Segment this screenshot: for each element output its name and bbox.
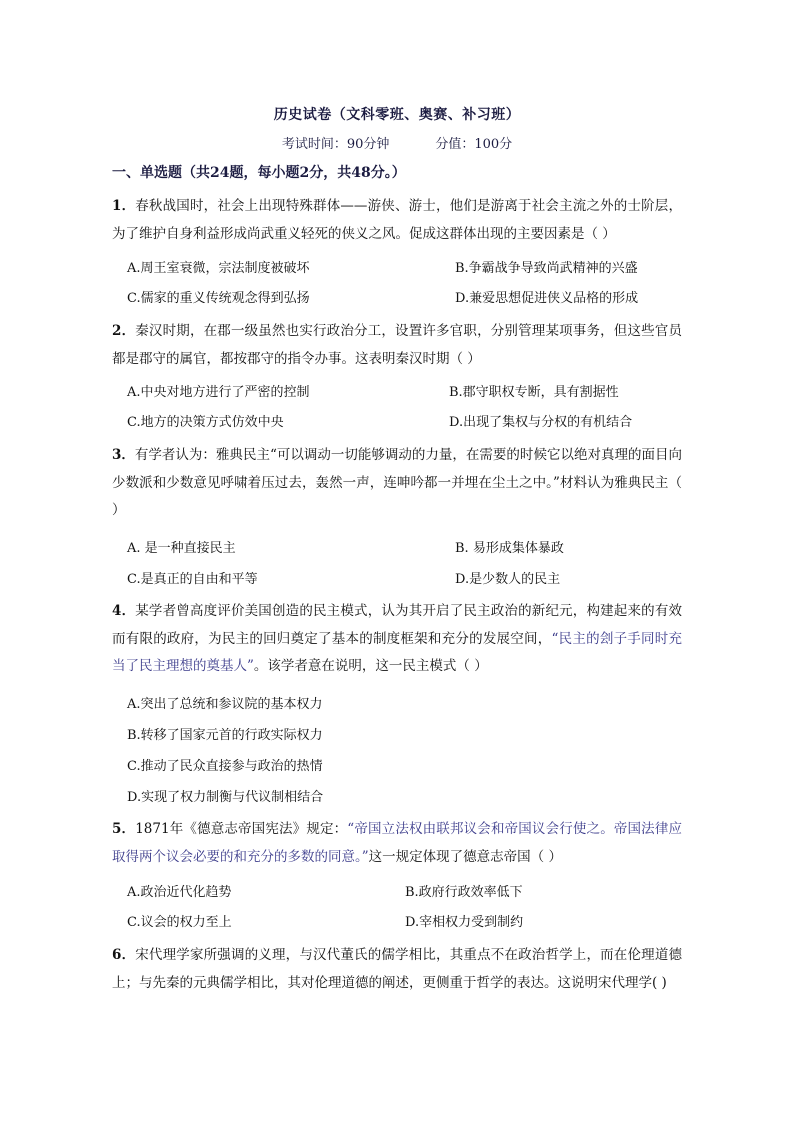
question-1: [112, 193, 682, 248]
question-quote: “民主的刽子手同时充当了民主理想的奠基人”: [112, 630, 683, 674]
question-1-option-b[interactable]: B.争霸战争导致尚武精神的兴盛: [455, 261, 638, 276]
question-5-option-a[interactable]: A.政治近代化趋势: [127, 885, 232, 900]
question-3-option-c[interactable]: C.是真正的自由和平等: [127, 572, 258, 587]
exam-meta: [0, 133, 794, 152]
question-2-option-b[interactable]: B.郡守职权专断，具有割据性: [449, 385, 619, 400]
question-5-option-d[interactable]: D.宰相权力受到制约: [405, 915, 524, 930]
question-stem-end: 。该学者意在说明，这一民主模式（ ）: [253, 658, 488, 674]
question-number: 1．: [112, 198, 136, 214]
question-5-option-c[interactable]: C.议会的权力至上: [127, 915, 232, 930]
question-3-option-a[interactable]: A. 是一种直接民主: [127, 541, 236, 556]
question-number: 3．: [112, 447, 135, 463]
question-2-option-c[interactable]: C.地方的决策方式仿效中央: [127, 415, 284, 430]
question-2-option-d[interactable]: D.出现了集权与分权的有机结合: [449, 415, 633, 430]
question-3-option-d[interactable]: D.是少数人的民主: [455, 572, 561, 587]
question-number: 2．: [112, 323, 136, 339]
question-4-option-c[interactable]: C.推动了民众直接参与政治的热情: [127, 759, 323, 774]
question-4-option-b[interactable]: B.转移了国家元首的行政实际权力: [127, 728, 323, 743]
question-number: 5．: [112, 821, 136, 837]
question-stem: 春秋战国时，社会上出现特殊群体——游侠、游士，他们是游离于社会主流之外的士阶层，为了维护自身利益形成尚武重义轻死的侠义之风。促成这群体出现的主要因素是（ ）: [112, 198, 682, 242]
question-5-option-b[interactable]: B.政府行政效率低下: [405, 885, 523, 900]
exam-time: 考试时间：90分钟: [281, 137, 390, 152]
question-stem: 宋代理学家所强调的义理，与汉代董氏的儒学相比，其重点不在政治哲学上，而在伦理道德上；与先秦的元典儒学相比，其对伦理道德的阐述，更侧重于哲学的表达。这说明宋代理学( ): [112, 947, 682, 991]
question-stem: 某学者曾高度评价美国创造的民主模式，认为其开启了民主政治的新纪元，构建起来的有效而有限的政府，为民主的回归奠定了基本的制度框架和充分的发展空间，: [112, 603, 682, 647]
question-4-option-d[interactable]: D.实现了权力制衡与代议制相结合: [127, 790, 324, 805]
question-2: [112, 318, 682, 373]
question-5: [112, 816, 682, 871]
section-heading: 一、单选题（共24题，每小题2分，共48分。）: [112, 165, 406, 181]
question-quote: “帝国立法权由联邦议会和帝国议会行使之。帝国法律应取得两个议会必要的和充分的多数的同意。”: [112, 821, 682, 865]
question-stem: 1871年《德意志帝国宪法》规定：: [135, 821, 348, 837]
question-number: 4．: [112, 603, 136, 619]
question-stem-end: 这一规定体现了德意志帝国（ ）: [368, 848, 562, 865]
question-3-option-b[interactable]: B. 易形成集体暴政: [455, 541, 564, 556]
question-3: [112, 442, 682, 525]
exam-score: 分值：100分: [435, 137, 513, 152]
question-1-option-c[interactable]: C.儒家的重义传统观念得到弘扬: [127, 291, 310, 306]
question-4-option-a[interactable]: A.突出了总统和参议院的基本权力: [127, 697, 323, 712]
question-stem: 有学者认为：雅典民主“可以调动一切能够调动的力量，在需要的时候它以绝对真理的面目向少数派和少数意见呼啸着压过去，轰然一声，连呻吟都一并埋在尘土之中。”材料认为雅典民主（ ）: [112, 447, 682, 518]
page-title: 历史试卷（文科零班、奥赛、补习班）: [273, 107, 521, 123]
question-2-option-a[interactable]: A.中央对地方进行了严密的控制: [127, 385, 310, 400]
question-6: [112, 942, 682, 997]
question-number: 6．: [112, 947, 136, 963]
question-1-option-d[interactable]: D.兼爱思想促进侠义品格的形成: [455, 291, 639, 306]
question-1-option-a[interactable]: A.周王室衰微，宗法制度被破坏: [127, 261, 310, 276]
question-stem: 秦汉时期，在郡一级虽然也实行政治分工，设置许多官职，分别管理某项事务，但这些官员都是郡守的属官，都按郡守的指令办事。这表明秦汉时期（ ）: [112, 323, 682, 367]
question-4: [112, 598, 682, 681]
